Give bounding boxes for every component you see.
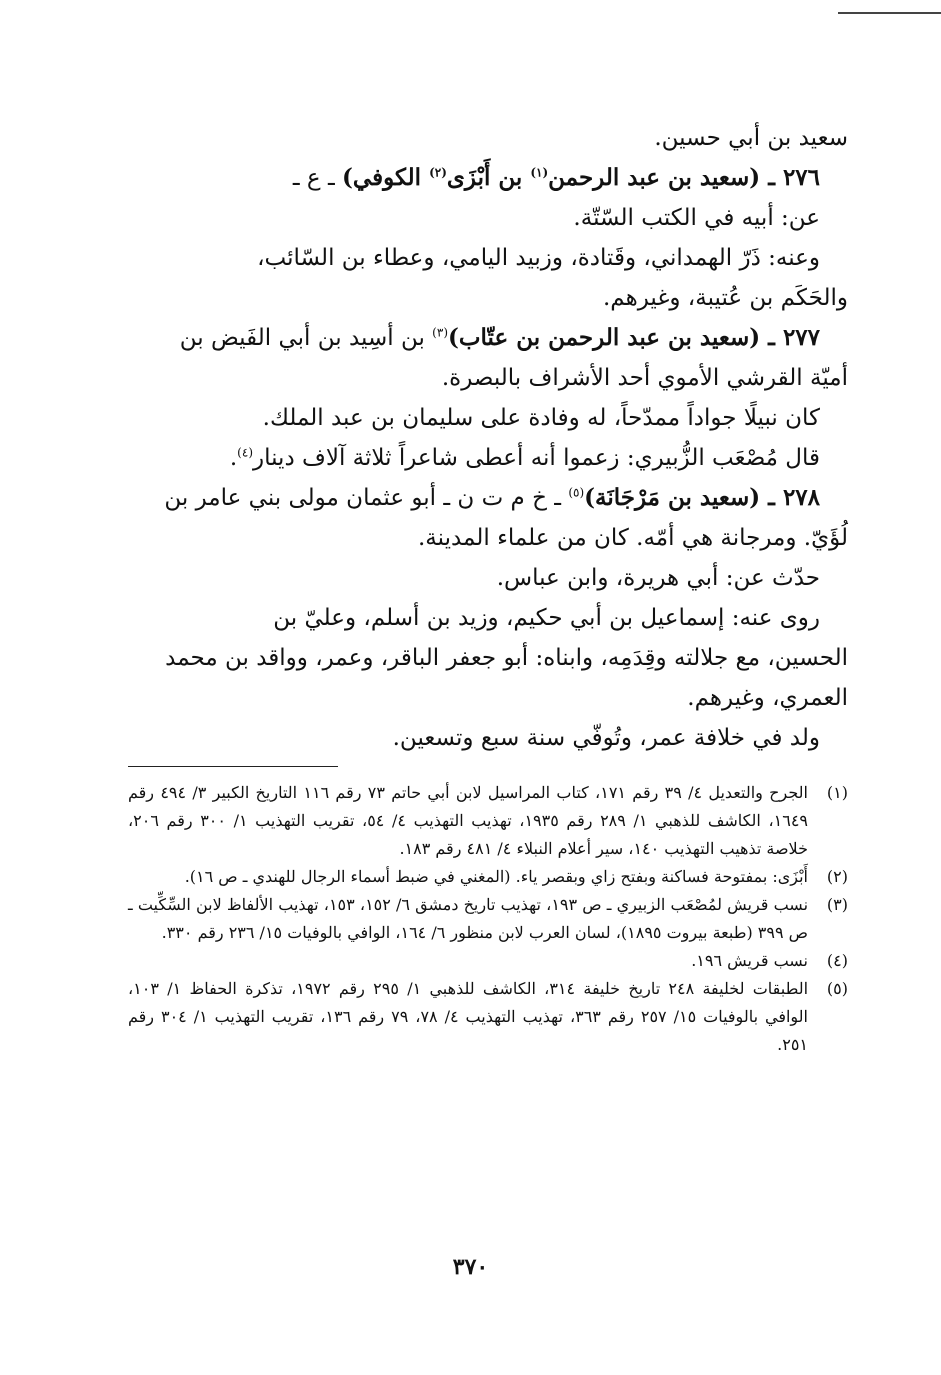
text-line: العمري، وغيرهم. [687,685,848,711]
footnote-number: (٥) [826,979,848,998]
entry-276-heading [128,158,848,198]
footnote-ref: (٤) [237,445,253,460]
footnote-number: (٣) [826,895,848,914]
top-edge-rule [838,12,941,14]
footnote-ref: (٣) [432,325,448,340]
footnote-text: نسب قريش ١٩٦. [691,951,808,970]
footnote-separator [128,766,338,767]
text-line: روى عنه: إسماعيل بن أبي حكيم، وزيد بن أسلم، وعليّ بن [273,605,820,631]
footnote-number: (١) [826,783,848,802]
footnote-number: (٤) [826,951,848,970]
footnote [128,863,848,891]
footnote [128,779,848,863]
page-number: ٣٧٠ [452,1254,489,1280]
footnote [128,975,848,1059]
footnote-ref: (٥) [568,485,585,500]
text-line: أميّة القرشي الأموي أحد الأشراف بالبصرة. [441,365,848,391]
entry-symbols: ـ ع ـ [292,165,343,191]
footnote-ref: (٢) [429,165,447,180]
entry-277-heading: ٢٧٧ ـ (سعيد بن عبد الرحمن بن عتّاب)$^{(٣)}$ بن أسِيد بن أبي الفَيض بن [179,324,820,351]
entry-heading-name: ٢٧٨ ـ (سعيد بن مَرْجَانَة) [584,484,820,511]
text-line: الحسين، مع جلالته وقِدَمِه، وابناه: أبو جعفر الباقر، وعمر، وواقد بن محمد [165,645,848,671]
footnote [128,891,848,947]
text-line: وعنه: ذَرّ الهمداني، وقَتادة، وزبيد اليامي، وعطاء بن السّائب، [257,245,820,271]
entry-heading-name: ٢٧٧ ـ (سعيد بن عبد الرحمن بن عتّاب) [448,324,820,351]
text-line: سعيد بن أبي حسين. [654,125,848,151]
footnotes [128,779,848,1059]
footnote [128,947,848,975]
entry-278-heading: ٢٧٨ ـ (سعيد بن مَرْجَانَة)$^{(٥)}$ ـ خ م ت ن ـ أبو عثمان مولى بني عامر بن [164,484,820,511]
text-line: كان نبيلًا جواداً ممدّحاً، له وفادة على سليمان بن عبد الملك. [262,405,820,431]
footnote-text: الجرح والتعديل ٤/ ٣٩ رقم ١٧١، كتاب المراسيل لابن أبي حاتم ٧٣ رقم ١١٦ التاريخ الكبير ٣/ ٤٩٤ رقم ١٦٤٩، الكاشف للذهبي ١/ ٢٨٩ رقم ١٩٣٥، تهذيب التهذيب ٤/ ٥٤، تقريب التهذيب ١/ ٣٠٠ رقم ٢٠٦، خلاصة تذهيب التهذيب ١٤٠، سير أعلام النبلاء ٤/ ٤٨١ رقم ١٨٣. [128,783,808,858]
footnote-ref: (١) [530,165,549,180]
main-text [128,118,848,758]
footnote-text: أَبْزَى: بمفتوحة فساكنة وبفتح زاي وبقصر ياء. (المغني في ضبط أسماء الرجال للهندي ـ ص ١٦). [184,867,808,886]
text-line: حدّث عن: أبي هريرة، وابن عباس. [496,565,820,591]
footnote-text: نسب قريش لمُصْعَب الزبيري ـ ص ١٩٣، تهذيب تاريخ دمشق ٦/ ١٥٢، ١٥٣، تهذيب الألفاظ لابن السِّكِّيت ـ ص ٣٩٩ (طبعة بيروت ١٨٩٥)، لسان العرب لابن منظور ٦/ ١٦٤، الوافي بالوفيات ١٥/ ٢٣٦ رقم ٣٣٠. [128,895,809,942]
footnote-text: الطبقات لخليفة ٢٤٨ تاريخ خليفة ٣١٤، الكاشف للذهبي ١/ ٢٩٥ رقم ١٩٧٢، تذكرة الحفاظ ١/ ١٠٣، الوافي بالوفيات ١٥/ ٢٥٧ رقم ٣٦٣، تهذيب التهذيب ٤/ ٧٨، ٧٩ رقم ١٣٦، تقريب التهذيب ١/ ٣٠٤ رقم ٢٥١. [128,979,809,1054]
entry-heading-name: ٢٧٦ ـ (سعيد بن عبد الرحمن$^{(١)}$ بن أَبْزَى$^{(٢)}$ الكوفي) [342,164,820,191]
text-line: ولد في خلافة عمر، وتُوفّي سنة سبع وتسعين. [392,725,820,751]
text-line: والحَكَم بن عُتيبة، وغيرهم. [602,285,848,311]
text-line: عن: أبيه في الكتب السّتّة. [573,205,820,231]
quote-line: قال مُصْعَب الزُّبيري: زعموا أنه أعطى شاعراً ثلاثة آلاف دينار$^{(٤)}$. [229,445,820,471]
footnote-number: (٢) [826,867,848,886]
book-page [128,118,848,1059]
text-line: لُؤَيّ. ومرجانة هي أمّه. كان من علماء المدينة. [418,525,848,551]
